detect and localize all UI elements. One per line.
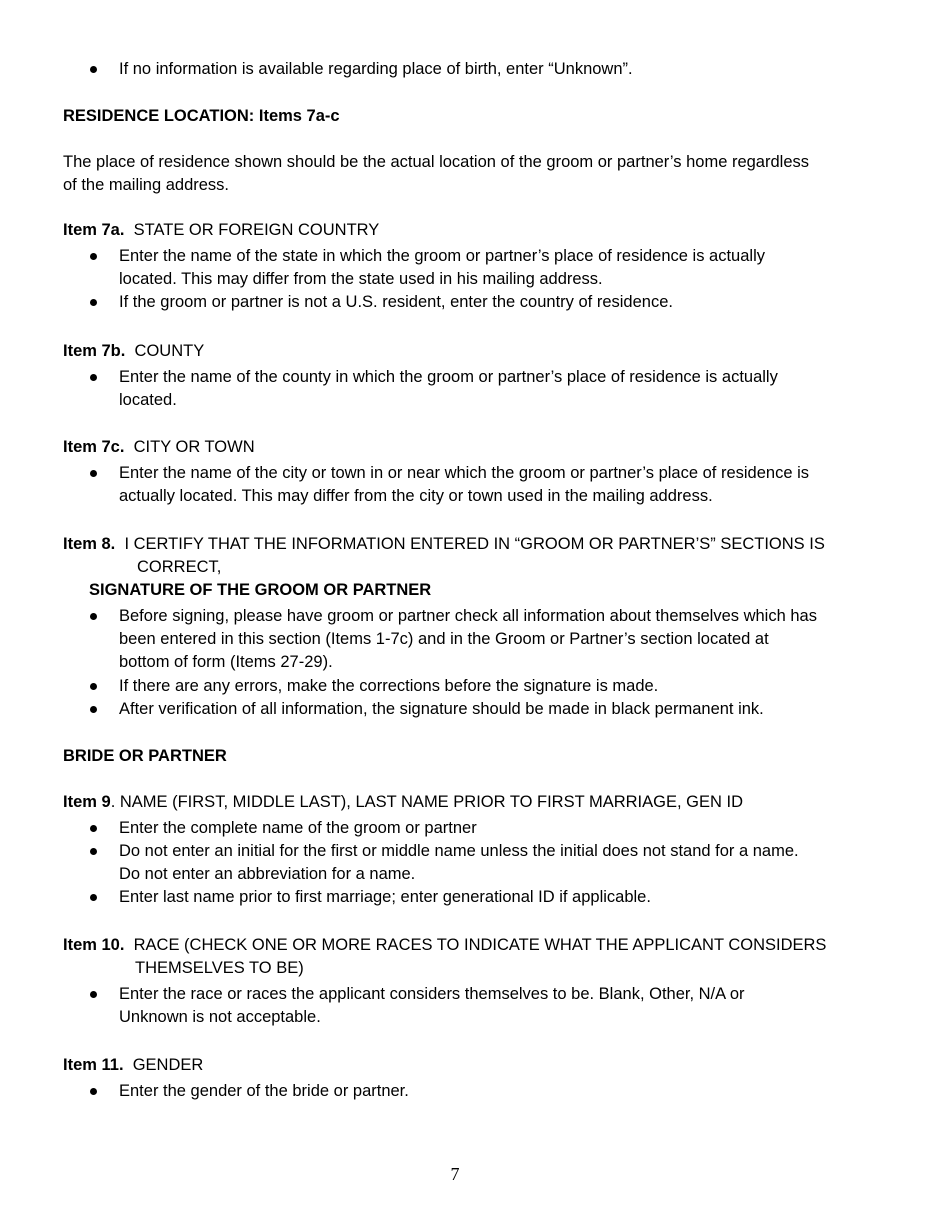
item-title: . NAME (FIRST, MIDDLE LAST), LAST NAME PRIOR TO FIRST MARRIAGE, GEN ID: [110, 793, 743, 811]
item-8-heading: [63, 533, 863, 556]
bullet-text: Enter the complete name of the groom or partner: [119, 819, 477, 837]
bullet-text: actually located. This may differ from the city or town used in the mailing address.: [119, 487, 713, 505]
item-10-heading: [63, 934, 863, 957]
list-item: [63, 245, 863, 291]
item-7a-section: [63, 219, 863, 314]
paragraph-line: of the mailing address.: [63, 176, 230, 194]
item-title: RACE (CHECK ONE OR MORE RACES TO INDICATE WHAT THE APPLICANT CONSIDERS: [133, 936, 827, 954]
place-of-birth-note: [63, 58, 863, 81]
item-11-heading: [63, 1054, 863, 1077]
item-title: GENDER: [132, 1056, 204, 1074]
item-label: Item 10.: [63, 936, 125, 954]
list-item: [63, 1080, 863, 1103]
bullet-text: Unknown is not acceptable.: [119, 1008, 321, 1026]
bullet-text: If no information is available regarding place of birth, enter “Unknown”.: [119, 60, 633, 78]
item-title-continued: THEMSELVES TO BE): [135, 959, 304, 977]
list-item: [63, 58, 863, 81]
bullet-icon: [90, 991, 97, 998]
bullet-text: After verification of all information, the signature should be made in black permanent ink.: [119, 700, 764, 718]
item-9-section: [63, 791, 863, 909]
item-7c-heading: [63, 436, 863, 459]
bullet-text: Do not enter an initial for the first or middle name unless the initial does not stand for a name.: [119, 842, 799, 860]
list-item: [63, 462, 863, 508]
item-label: Item 7a.: [63, 221, 125, 239]
list-item: [63, 291, 863, 314]
bullet-text: Enter the name of the city or town in or near which the groom or partner’s place of residence is: [119, 464, 809, 482]
bullet-text: Enter last name prior to first marriage; enter generational ID if applicable.: [119, 888, 651, 906]
bullet-text: been entered in this section (Items 1-7c) and in the Groom or Partner’s section located at: [119, 630, 769, 648]
signature-subheading: SIGNATURE OF THE GROOM OR PARTNER: [89, 581, 432, 599]
list-item: [63, 817, 863, 840]
bullet-icon: [90, 706, 97, 713]
bullet-text: If the groom or partner is not a U.S. resident, enter the country of residence.: [119, 293, 673, 311]
bullet-text: located. This may differ from the state used in his mailing address.: [119, 270, 603, 288]
bullet-icon: [90, 683, 97, 690]
bullet-icon: [90, 1088, 97, 1095]
bullet-text: Enter the gender of the bride or partner.: [119, 1082, 409, 1100]
item-label: Item 7b.: [63, 342, 126, 360]
item-7b-section: [63, 340, 863, 412]
list-item: [63, 698, 863, 721]
bullet-icon: [90, 848, 97, 855]
list-item: [63, 605, 863, 674]
bullet-text: Enter the name of the state in which the groom or partner’s place of residence is actually: [119, 247, 765, 265]
item-label: Item 8.: [63, 535, 116, 553]
item-11-section: [63, 1054, 863, 1103]
item-label: Item 7c.: [63, 438, 125, 456]
item-7b-heading: [63, 340, 863, 363]
bullet-icon: [90, 253, 97, 260]
bullet-icon: [90, 825, 97, 832]
item-title: STATE OR FOREIGN COUNTRY: [133, 221, 380, 239]
bullet-text: Do not enter an abbreviation for a name.: [119, 865, 416, 883]
bullet-icon: [90, 66, 97, 73]
item-title: COUNTY: [134, 342, 205, 360]
list-item: [63, 675, 863, 698]
item-8-section: [63, 533, 863, 721]
item-title-continued: CORRECT,: [137, 558, 222, 576]
item-label: Item 11.: [63, 1056, 124, 1074]
bride-or-partner-heading: BRIDE OR PARTNER: [63, 747, 227, 765]
bullet-text: Enter the name of the county in which the groom or partner’s place of residence is actually: [119, 368, 778, 386]
paragraph-line: The place of residence shown should be the actual location of the groom or partner’s home regardless: [63, 153, 809, 171]
item-7c-section: [63, 436, 863, 508]
list-item: [63, 840, 863, 886]
residence-location-heading: RESIDENCE LOCATION: Items 7a-c: [63, 107, 340, 125]
item-title: CITY OR TOWN: [133, 438, 255, 456]
bullet-icon: [90, 894, 97, 901]
item-7a-heading: [63, 219, 863, 242]
bullet-icon: [90, 470, 97, 477]
list-item: [63, 366, 863, 412]
bullet-text: Enter the race or races the applicant considers themselves to be. Blank, Other, N/A or: [119, 985, 745, 1003]
list-item: [63, 886, 863, 909]
bullet-icon: [90, 613, 97, 620]
list-item: [63, 983, 863, 1029]
residence-paragraph: [63, 151, 863, 197]
bullet-text: If there are any errors, make the corrections before the signature is made.: [119, 677, 659, 695]
bullet-icon: [90, 299, 97, 306]
item-title: I CERTIFY THAT THE INFORMATION ENTERED IN “GROOM OR PARTNER’S” SECTIONS IS: [124, 535, 825, 553]
item-9-heading: [63, 791, 863, 814]
bullet-text: Before signing, please have groom or partner check all information about themselves which has: [119, 607, 817, 625]
item-label: Item 9: [63, 793, 111, 811]
page-number: 7: [450, 1164, 460, 1184]
bullet-text: located.: [119, 391, 177, 409]
bullet-text: bottom of form (Items 27-29).: [119, 653, 333, 671]
bullet-icon: [90, 374, 97, 381]
item-10-section: [63, 934, 863, 1029]
